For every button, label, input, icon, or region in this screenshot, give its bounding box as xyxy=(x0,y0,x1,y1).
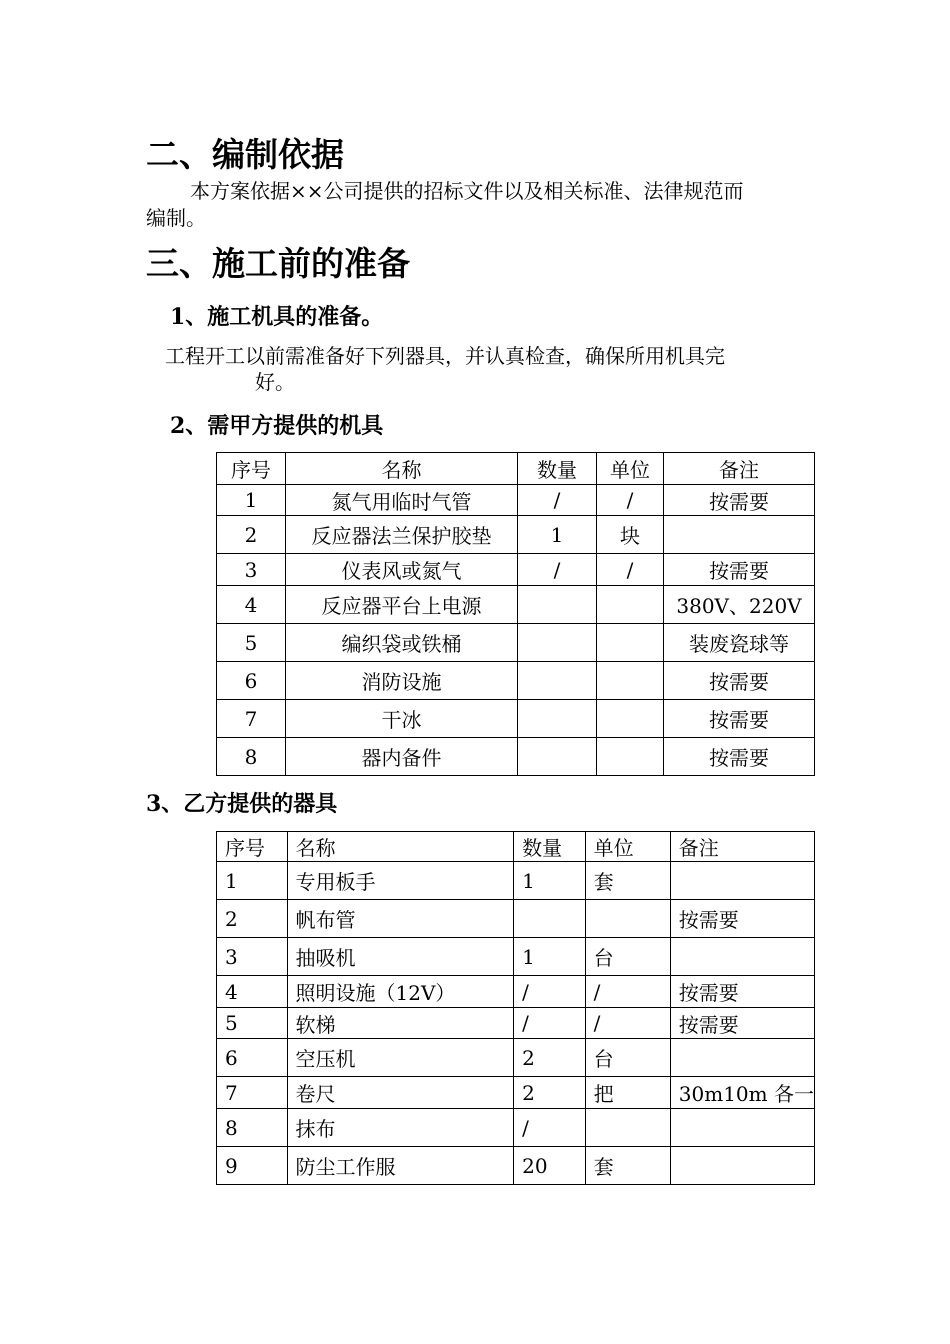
cell-name: 专用板手 xyxy=(287,862,514,900)
cell-remarks xyxy=(670,1109,814,1147)
cell-quantity xyxy=(518,700,597,738)
cell-name: 反应器法兰保护胶垫 xyxy=(286,516,518,554)
cell-quantity: / xyxy=(514,1109,585,1147)
cell-unit xyxy=(597,738,664,776)
table-header-row xyxy=(217,832,815,862)
cell-quantity: 1 xyxy=(514,862,585,900)
cell-remarks: 按需要 xyxy=(664,662,815,700)
cell-remarks xyxy=(670,1147,814,1185)
subsection-2-heading: 2、需甲方提供的机具 xyxy=(170,413,384,439)
cell-name: 软梯 xyxy=(287,1008,514,1039)
cell-remarks xyxy=(670,862,814,900)
cell-unit xyxy=(597,586,664,624)
cell-quantity: / xyxy=(518,485,597,516)
cell-index: 2 xyxy=(217,516,286,554)
cell-unit xyxy=(597,624,664,662)
header-remarks: 备注 xyxy=(670,832,814,862)
cell-index: 1 xyxy=(217,485,286,516)
table-row xyxy=(217,554,815,586)
cell-quantity xyxy=(518,738,597,776)
table-row xyxy=(217,738,815,776)
cell-quantity: / xyxy=(514,976,585,1008)
table-party-b-tools xyxy=(216,831,815,1185)
cell-quantity: 2 xyxy=(514,1039,585,1077)
cell-unit xyxy=(597,700,664,738)
cell-unit xyxy=(597,662,664,700)
cell-index: 4 xyxy=(217,976,288,1008)
cell-index: 7 xyxy=(217,700,286,738)
cell-index: 5 xyxy=(217,1008,288,1039)
cell-remarks: 按需要 xyxy=(664,700,815,738)
cell-name: 帆布管 xyxy=(287,900,514,938)
cell-name: 抹布 xyxy=(287,1109,514,1147)
table-row xyxy=(217,900,815,938)
cell-remarks: 按需要 xyxy=(670,976,814,1008)
cell-unit: 台 xyxy=(585,1039,670,1077)
header-index: 序号 xyxy=(217,832,288,862)
cell-unit: / xyxy=(597,554,664,586)
section-2-heading: 二、编制依据 xyxy=(146,135,344,174)
cell-index: 1 xyxy=(217,862,288,900)
cell-name: 卷尺 xyxy=(287,1077,514,1109)
cell-quantity: / xyxy=(514,1008,585,1039)
cell-remarks xyxy=(664,516,815,554)
cell-unit: 台 xyxy=(585,938,670,976)
table-row xyxy=(217,662,815,700)
table-row xyxy=(217,862,815,900)
cell-quantity: 1 xyxy=(518,516,597,554)
table-row xyxy=(217,938,815,976)
table-row xyxy=(217,1109,815,1147)
cell-unit: 把 xyxy=(585,1077,670,1109)
cell-remarks: 装废瓷球等 xyxy=(664,624,815,662)
table-row xyxy=(217,1039,815,1077)
cell-quantity xyxy=(514,900,585,938)
header-quantity: 数量 xyxy=(518,453,597,485)
cell-unit: 套 xyxy=(585,1147,670,1185)
cell-name: 仪表风或氮气 xyxy=(286,554,518,586)
cell-index: 3 xyxy=(217,938,288,976)
cell-index: 8 xyxy=(217,738,286,776)
cell-index: 6 xyxy=(217,662,286,700)
table-row xyxy=(217,1077,815,1109)
cell-remarks: 按需要 xyxy=(664,738,815,776)
cell-index: 3 xyxy=(217,554,286,586)
table-row xyxy=(217,976,815,1008)
cell-index: 6 xyxy=(217,1039,288,1077)
subsection-1-text-line2: 好。 xyxy=(255,370,295,394)
cell-name: 防尘工作服 xyxy=(287,1147,514,1185)
header-name: 名称 xyxy=(286,453,518,485)
section-3-heading: 三、施工前的准备 xyxy=(146,244,410,283)
cell-index: 2 xyxy=(217,900,288,938)
cell-unit: / xyxy=(585,1008,670,1039)
cell-quantity: 20 xyxy=(514,1147,585,1185)
cell-index: 8 xyxy=(217,1109,288,1147)
header-unit: 单位 xyxy=(597,453,664,485)
table-header-row xyxy=(217,453,815,485)
cell-index: 7 xyxy=(217,1077,288,1109)
cell-unit: 块 xyxy=(597,516,664,554)
cell-unit: 套 xyxy=(585,862,670,900)
cell-name: 反应器平台上电源 xyxy=(286,586,518,624)
header-quantity: 数量 xyxy=(514,832,585,862)
cell-remarks: 按需要 xyxy=(670,900,814,938)
header-index: 序号 xyxy=(217,453,286,485)
cell-quantity: 2 xyxy=(514,1077,585,1109)
cell-remarks: 380V、220V xyxy=(664,586,815,624)
table-row xyxy=(217,485,815,516)
cell-name: 空压机 xyxy=(287,1039,514,1077)
table-row xyxy=(217,516,815,554)
section-2-paragraph-line2: 编制。 xyxy=(146,206,206,230)
cell-quantity xyxy=(518,624,597,662)
section-2-paragraph-line1: 本方案依据××公司提供的招标文件以及相关标准、法律规范而 xyxy=(190,179,744,203)
cell-unit xyxy=(585,900,670,938)
cell-quantity xyxy=(518,662,597,700)
cell-unit: / xyxy=(585,976,670,1008)
table-row xyxy=(217,700,815,738)
header-unit: 单位 xyxy=(585,832,670,862)
table-row xyxy=(217,624,815,662)
cell-index: 9 xyxy=(217,1147,288,1185)
cell-index: 5 xyxy=(217,624,286,662)
table-party-a-tools xyxy=(216,452,815,776)
cell-name: 氮气用临时气管 xyxy=(286,485,518,516)
header-name: 名称 xyxy=(287,832,514,862)
subsection-3-heading: 3、乙方提供的器具 xyxy=(146,791,338,817)
cell-quantity: 1 xyxy=(514,938,585,976)
cell-remarks: 按需要 xyxy=(664,485,815,516)
cell-remarks: 按需要 xyxy=(664,554,815,586)
cell-quantity: / xyxy=(518,554,597,586)
cell-name: 干冰 xyxy=(286,700,518,738)
cell-name: 照明设施（12V） xyxy=(287,976,514,1008)
table-row xyxy=(217,1008,815,1039)
cell-name: 消防设施 xyxy=(286,662,518,700)
subsection-1-heading: 1、施工机具的准备。 xyxy=(170,304,384,330)
cell-quantity xyxy=(518,586,597,624)
subsection-1-text-line1: 工程开工以前需准备好下列器具，并认真检查，确保所用机具完 xyxy=(165,344,725,368)
cell-unit xyxy=(585,1109,670,1147)
cell-remarks: 30m10m 各一 xyxy=(670,1077,814,1109)
table-row xyxy=(217,586,815,624)
cell-name: 编织袋或铁桶 xyxy=(286,624,518,662)
table-row xyxy=(217,1147,815,1185)
cell-name: 抽吸机 xyxy=(287,938,514,976)
cell-index: 4 xyxy=(217,586,286,624)
cell-remarks xyxy=(670,1039,814,1077)
cell-remarks xyxy=(670,938,814,976)
cell-unit: / xyxy=(597,485,664,516)
header-remarks: 备注 xyxy=(664,453,815,485)
cell-name: 器内备件 xyxy=(286,738,518,776)
cell-remarks: 按需要 xyxy=(670,1008,814,1039)
